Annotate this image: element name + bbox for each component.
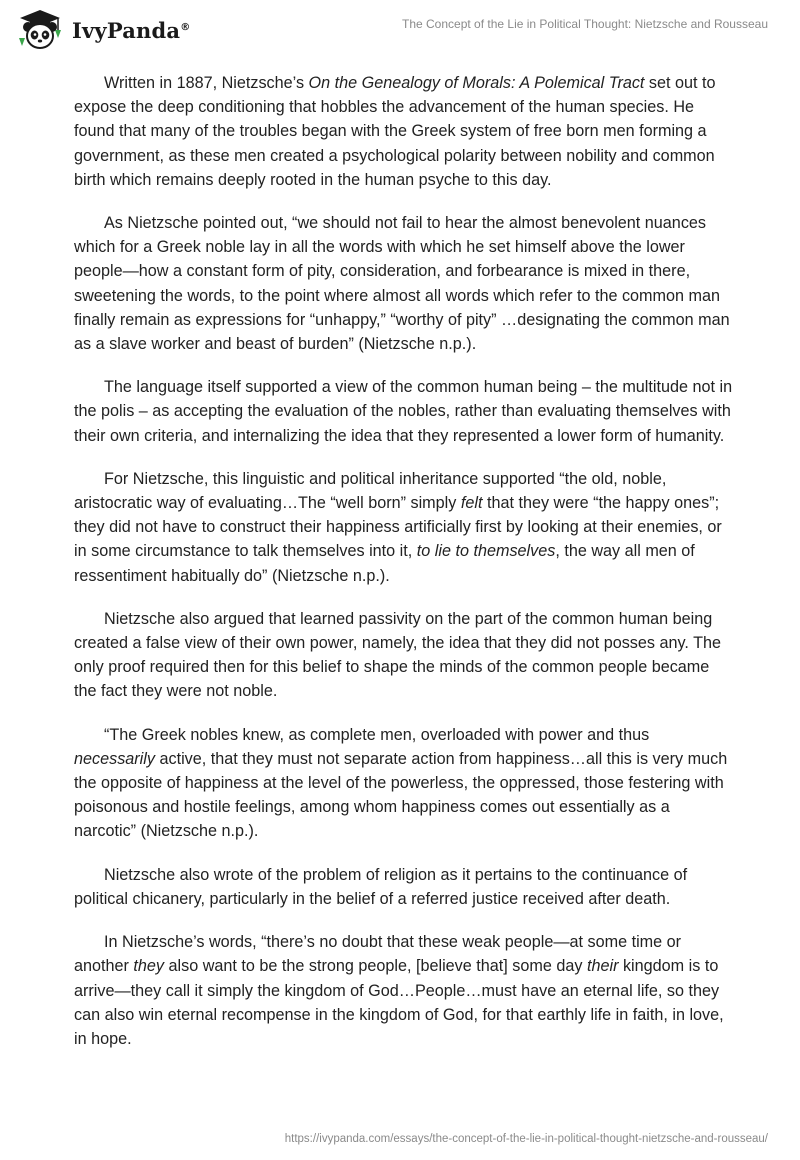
italic-text: necessarily xyxy=(74,749,155,768)
logo-wordmark xyxy=(72,18,190,43)
italic-text: felt xyxy=(460,494,483,513)
paragraph xyxy=(74,863,734,911)
text-run: “The Greek nobles knew, as complete men, overloaded with power and thus xyxy=(104,725,650,744)
registered-mark: ® xyxy=(180,21,191,33)
ivypanda-logo[interactable] xyxy=(14,8,190,52)
text-run: that they were “the happy ones”; they did not have to construct their happiness artificially first by looking at their enemies, or in some circumstance to talk themselves into it, xyxy=(74,494,722,561)
panda-graduate-icon xyxy=(14,8,66,52)
paragraph xyxy=(74,607,734,704)
italic-text: On the Genealogy of Morals: A Polemical Tract xyxy=(308,74,645,92)
text-run: In Nietzsche’s words, “there’s no doubt that these weak people—at some time or another xyxy=(74,933,682,976)
text-run: set out to expose the deep conditioning that hobbles the advancement of the human species. He found that many of the troubles began with the Greek system of free born men forming a government, as these men created a psychological polarity between nobility and common birth which remains deeply rooted in the human psyche to this day. xyxy=(74,74,716,189)
italic-text: to lie to themselves xyxy=(416,542,556,561)
paragraph xyxy=(74,467,734,588)
text-run: Nietzsche also argued that learned passivity on the part of the common human being created a false view of their own power, namely, the idea that they did not posses any. The only proof required then for this belief to shape the minds of the common people became the fact they were not noble. xyxy=(74,609,721,701)
paragraph xyxy=(74,723,734,844)
text-run: As Nietzsche pointed out, “we should not fail to hear the almost benevolent nuances which for a Greek noble lay in all the words with which he set himself above the lower people—how a constant form of pity, consideration, and forbearance is mixed in there, sweetening the words, to the point where almost all words which refer to the common man finally remain as expressions for “unhappy,” “worthy of pity” …designating the common man as a slave worker and beast of burden” (Nietzsche n.p.). xyxy=(74,214,730,354)
text-run: , the way all men of ressentiment habitually do” (Nietzsche n.p.). xyxy=(74,542,695,585)
italic-text: their xyxy=(586,957,619,976)
page-header xyxy=(0,0,800,60)
paragraph xyxy=(74,211,734,356)
text-run: active, that they must not separate action from happiness…all this is very much the opposite of happiness at the level of the powerless, the oppressed, those festering with poisonous and hostile feelings, among whom happiness comes out essentially as a narcotic” (Nietzsche n.p.). xyxy=(74,749,728,841)
text-run: Nietzsche also wrote of the problem of religion as it pertains to the continuance of political chicanery, particularly in the belief of a referred justice received after death. xyxy=(74,865,688,908)
paragraph xyxy=(74,71,734,192)
text-run: kingdom is to arrive—they call it simply the kingdom of God…People…must have an eternal life, so they can also win eternal recompense in the kingdom of God, for that earthly life in faith, in love, in hope. xyxy=(74,957,724,1048)
document-title: The Concept of the Lie in Political Thought: Nietzsche and Rousseau xyxy=(402,17,768,31)
italic-text: they xyxy=(133,957,165,976)
paragraph xyxy=(74,375,734,448)
paragraph xyxy=(74,930,734,1051)
text-run: The language itself supported a view of the common human being – the multitude not in the polis – as accepting the evaluation of the nobles, rather than evaluating themselves with their own criteria, and internalizing the idea that they represented a lower form of humanity. xyxy=(74,378,733,445)
source-url[interactable]: https://ivypanda.com/essays/the-concept-of-the-lie-in-political-thought-nietzsche-and-rousseau/ xyxy=(284,1133,768,1145)
text-run: also want to be the strong people, [believe that] some day xyxy=(164,957,587,976)
logo-text: IvyPanda xyxy=(72,17,181,43)
text-run: Written in 1887, Nietzsche’s xyxy=(104,74,309,92)
text-run: For Nietzsche, this linguistic and political inheritance supported “the old, noble, aristocratic way of evaluating…The “well born” simply xyxy=(74,469,667,513)
essay-body xyxy=(74,71,734,1070)
